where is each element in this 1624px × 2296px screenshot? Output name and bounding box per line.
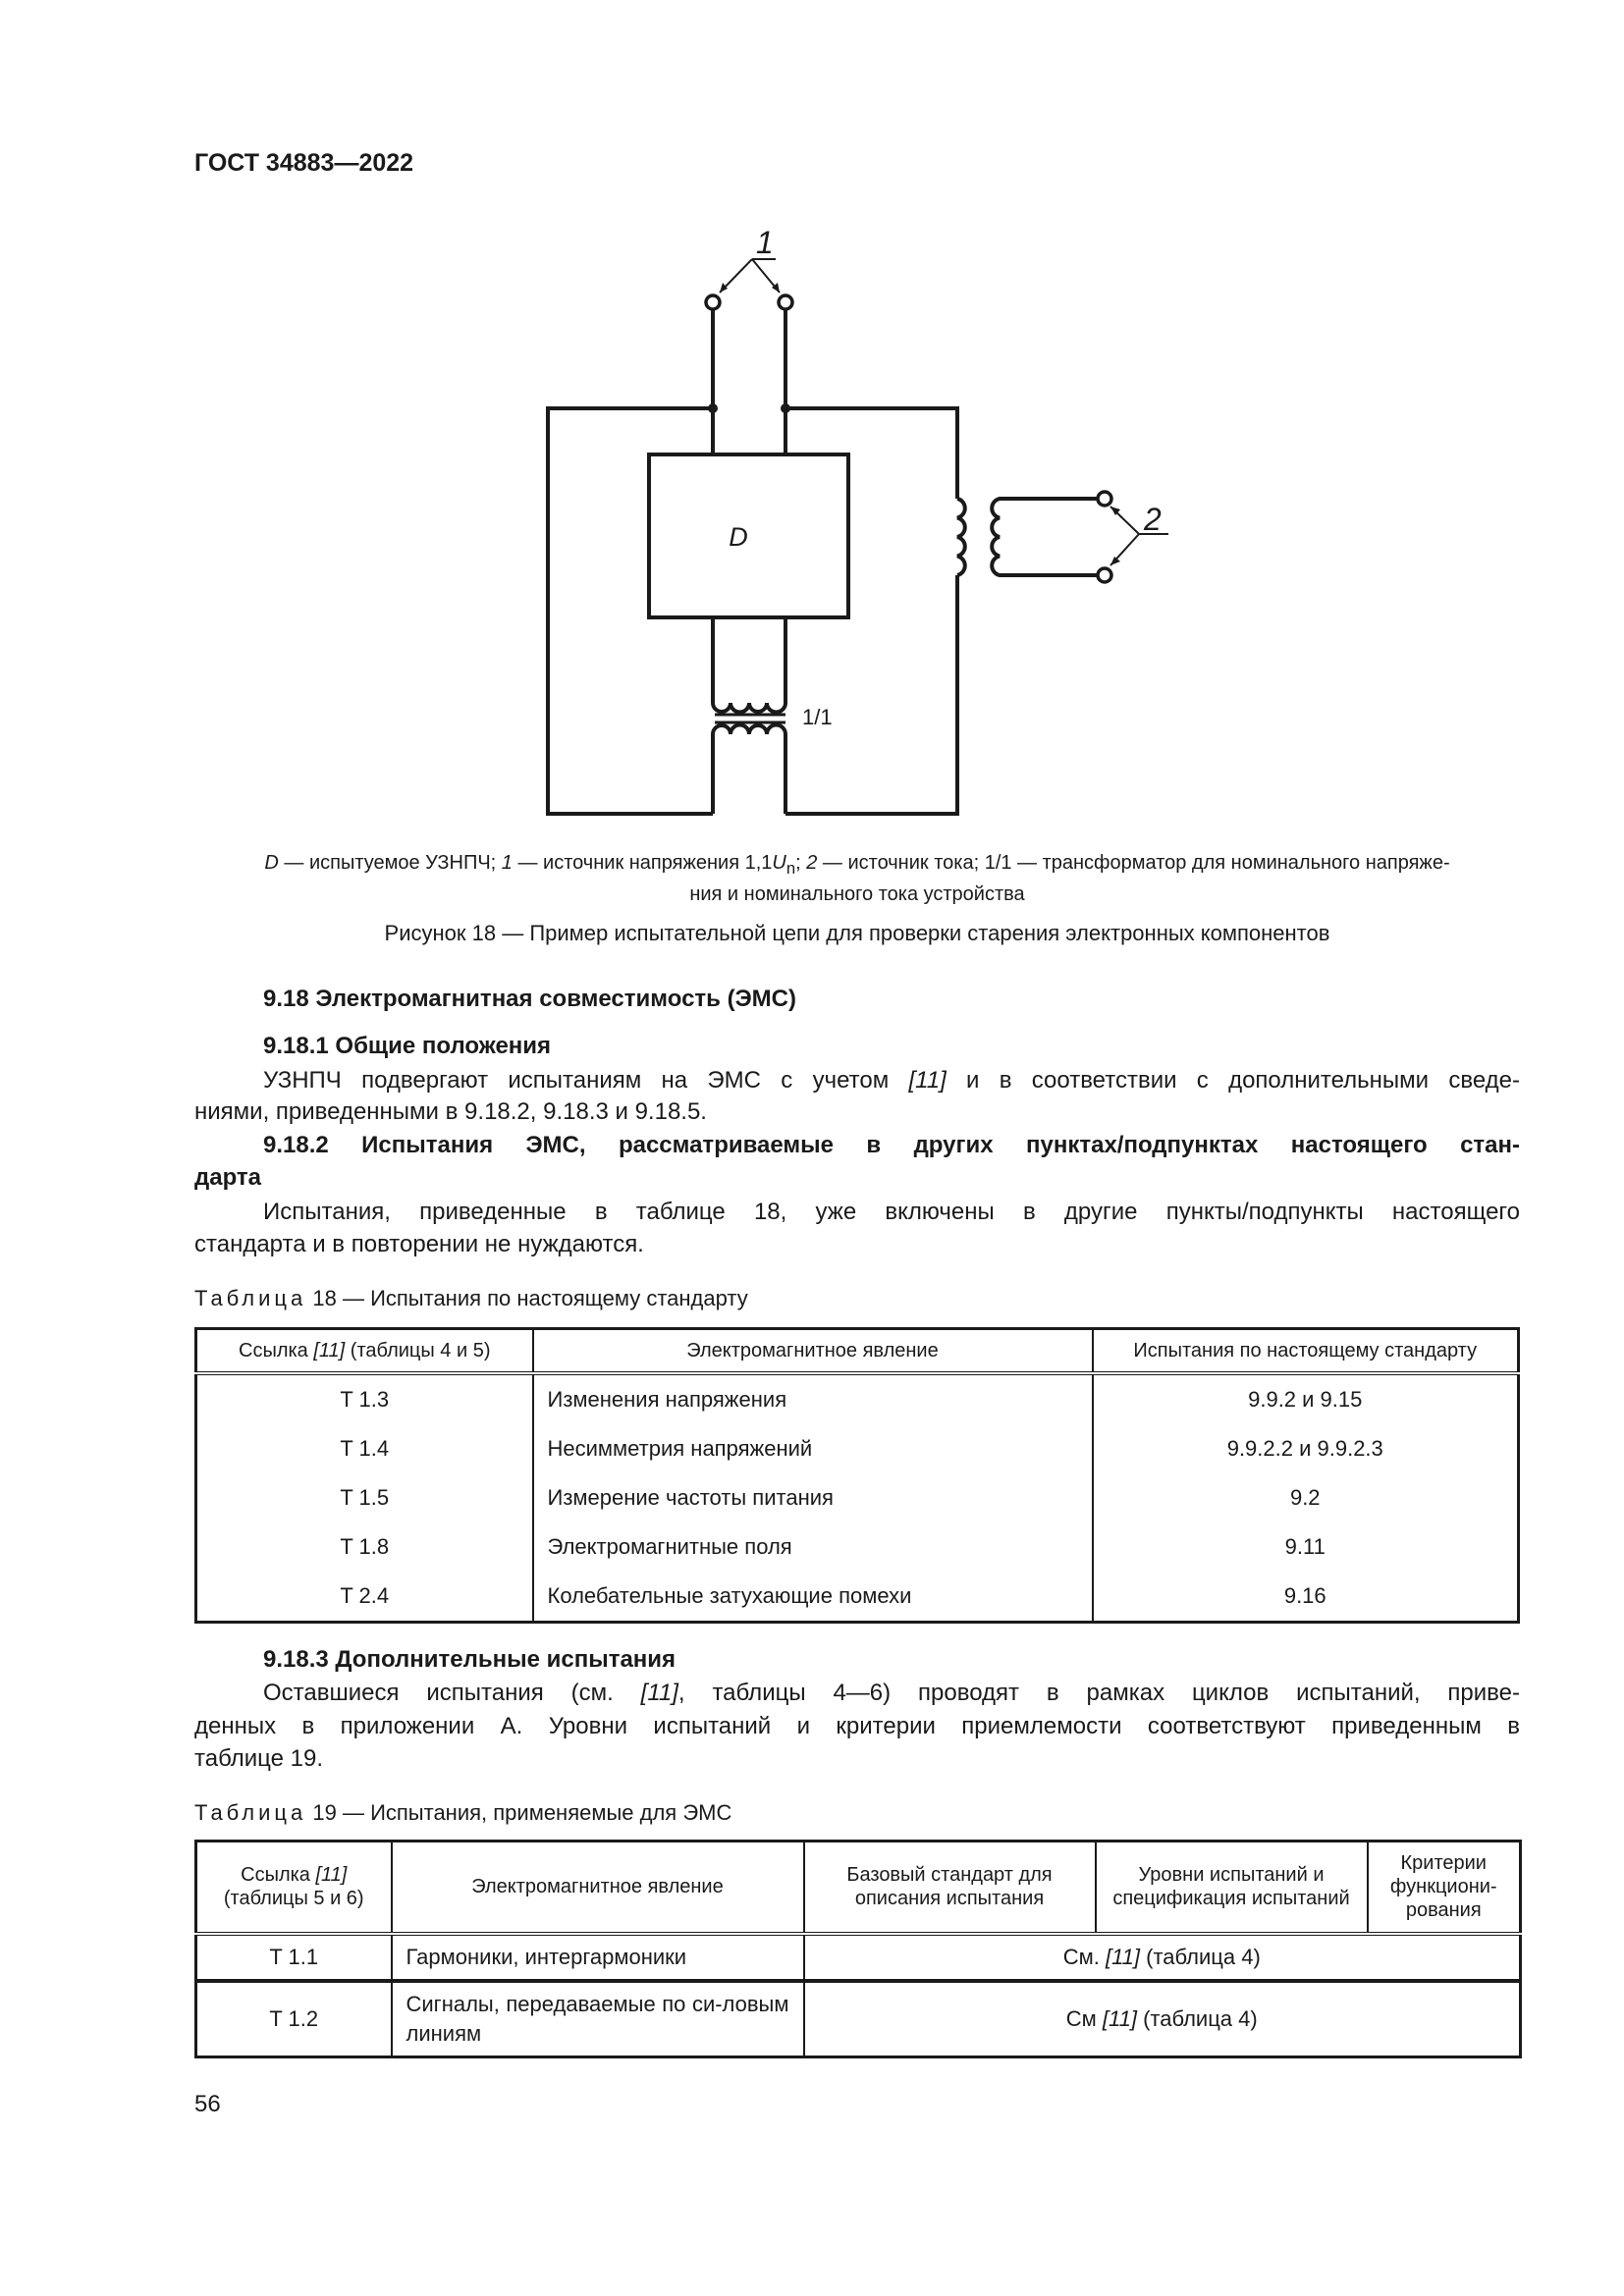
transformer-coil-upper — [713, 703, 785, 713]
col-header-phenomenon: Электромагнитное явление — [392, 1842, 804, 1934]
paragraph-line: стандарта и в повторении не нуждаются. — [194, 1231, 644, 1257]
col-header-tests: Испытания по настоящему стандарту — [1093, 1329, 1519, 1373]
table19-caption: Таблица 19 — Испытания, применяемые для ЭМС — [194, 1800, 732, 1825]
terminal-2b — [1098, 568, 1111, 582]
paragraph-line: Испытания, приведенные в таблице 18, уже включены в другие пункты/подпункты настоящего — [263, 1199, 1520, 1225]
col-header-criteria: Критерии функциони-рования — [1368, 1842, 1521, 1934]
table18-caption: Таблица 18 — Испытания по настоящему стандарту — [194, 1286, 748, 1310]
table-row: T 1.1 Гармоники, интергармоники См. [11] (таблица 4) — [196, 1934, 1521, 1981]
table-row: T 2.4 Колебательные затухающие помехи 9.16 — [196, 1572, 1519, 1623]
junction-left — [708, 403, 718, 413]
table-row: T 1.3 Изменения напряжения 9.9.2 и 9.15 — [196, 1373, 1519, 1424]
col-header-base-standard: Базовый стандарт для описания испытания — [804, 1842, 1096, 1934]
current-transformer-secondary — [992, 499, 1098, 575]
wire-outer-right — [785, 408, 957, 814]
heading-9-18-3: 9.18.3 Дополнительные испытания — [263, 1646, 677, 1673]
terminal-1a — [706, 295, 720, 309]
heading-9-18: 9.18 Электромагнитная совместимость (ЭМС) — [263, 986, 796, 1012]
paragraph-line: Оставшиеся испытания (см. [11], таблицы 4—6) проводят в рамках циклов испытаний, приве- — [263, 1680, 1520, 1706]
table-18 — [194, 1327, 1520, 1624]
figure-legend: D — испытуемое УЗНПЧ; 1 — источник напряжения $1,1U_n$; 2 — источник тока; 1/1 — трансформатор для номинального напряже- ния и номинального тока устройства — [264, 852, 1450, 905]
col-header-ref: Ссылка [11] (таблицы 4 и 5) — [196, 1329, 533, 1373]
paragraph-line: таблице 19. — [194, 1745, 324, 1772]
device-box — [649, 454, 848, 617]
terminal-1b — [779, 295, 792, 309]
figure-title: Рисунок 18 — Пример испытательной цепи для проверки старения электронных компонентов — [384, 921, 1330, 945]
col-header-ref: Ссылка [11] (таблицы 5 и 6) — [196, 1842, 392, 1934]
heading-9-18-1: 9.18.1 Общие положения — [263, 1033, 552, 1059]
terminal-2a — [1098, 492, 1111, 506]
wire-outer-left — [548, 408, 713, 814]
paragraph-line: денных в приложении А. Уровни испытаний и критерии приемлемости соответствуют приведенным в — [194, 1713, 1520, 1739]
document-code: ГОСТ 34883—2022 — [194, 149, 414, 177]
transformer-core — [715, 715, 785, 722]
table-row: T 1.8 Электромагнитные поля 9.11 — [196, 1522, 1519, 1572]
label-source-current: 2 — [1144, 502, 1162, 537]
paragraph-line: УЗНПЧ подвергают испытаниям на ЭМС с учетом [11] и в соответствии с дополнительными сведе- — [263, 1067, 1521, 1094]
paragraph-line: ниями, приведенными в 9.18.2, 9.18.3 и 9.18.5. — [194, 1098, 707, 1125]
transformer-coil-lower — [713, 725, 785, 749]
label-device: D — [729, 522, 748, 552]
col-header-test-levels: Уровни испытаний и спецификация испытаний — [1096, 1842, 1368, 1934]
heading-9-18-2-cont: дарта — [194, 1164, 262, 1191]
circuit-diagram — [0, 0, 1624, 883]
heading-9-18-2: 9.18.2 Испытания ЭМС, рассматриваемые в других пунктах/подпунктах настоящего стан- — [263, 1132, 1520, 1158]
page-number: 56 — [194, 2091, 221, 2117]
table-row: T 1.2 Сигналы, передаваемые по си-ловым линиям См [11] (таблица 4) — [196, 1981, 1521, 2057]
label-source-voltage: 1 — [756, 225, 774, 260]
table-19 — [194, 1840, 1522, 2058]
col-header-phenomenon: Электромагнитное явление — [533, 1329, 1093, 1373]
label-ratio: 1/1 — [802, 705, 833, 729]
current-transformer-primary — [957, 499, 965, 575]
table-row: T 1.4 Несимметрия напряжений 9.9.2.2 и 9.9.2.3 — [196, 1424, 1519, 1473]
table-row: T 1.5 Измерение частоты питания 9.2 — [196, 1473, 1519, 1522]
junction-right — [781, 403, 790, 413]
